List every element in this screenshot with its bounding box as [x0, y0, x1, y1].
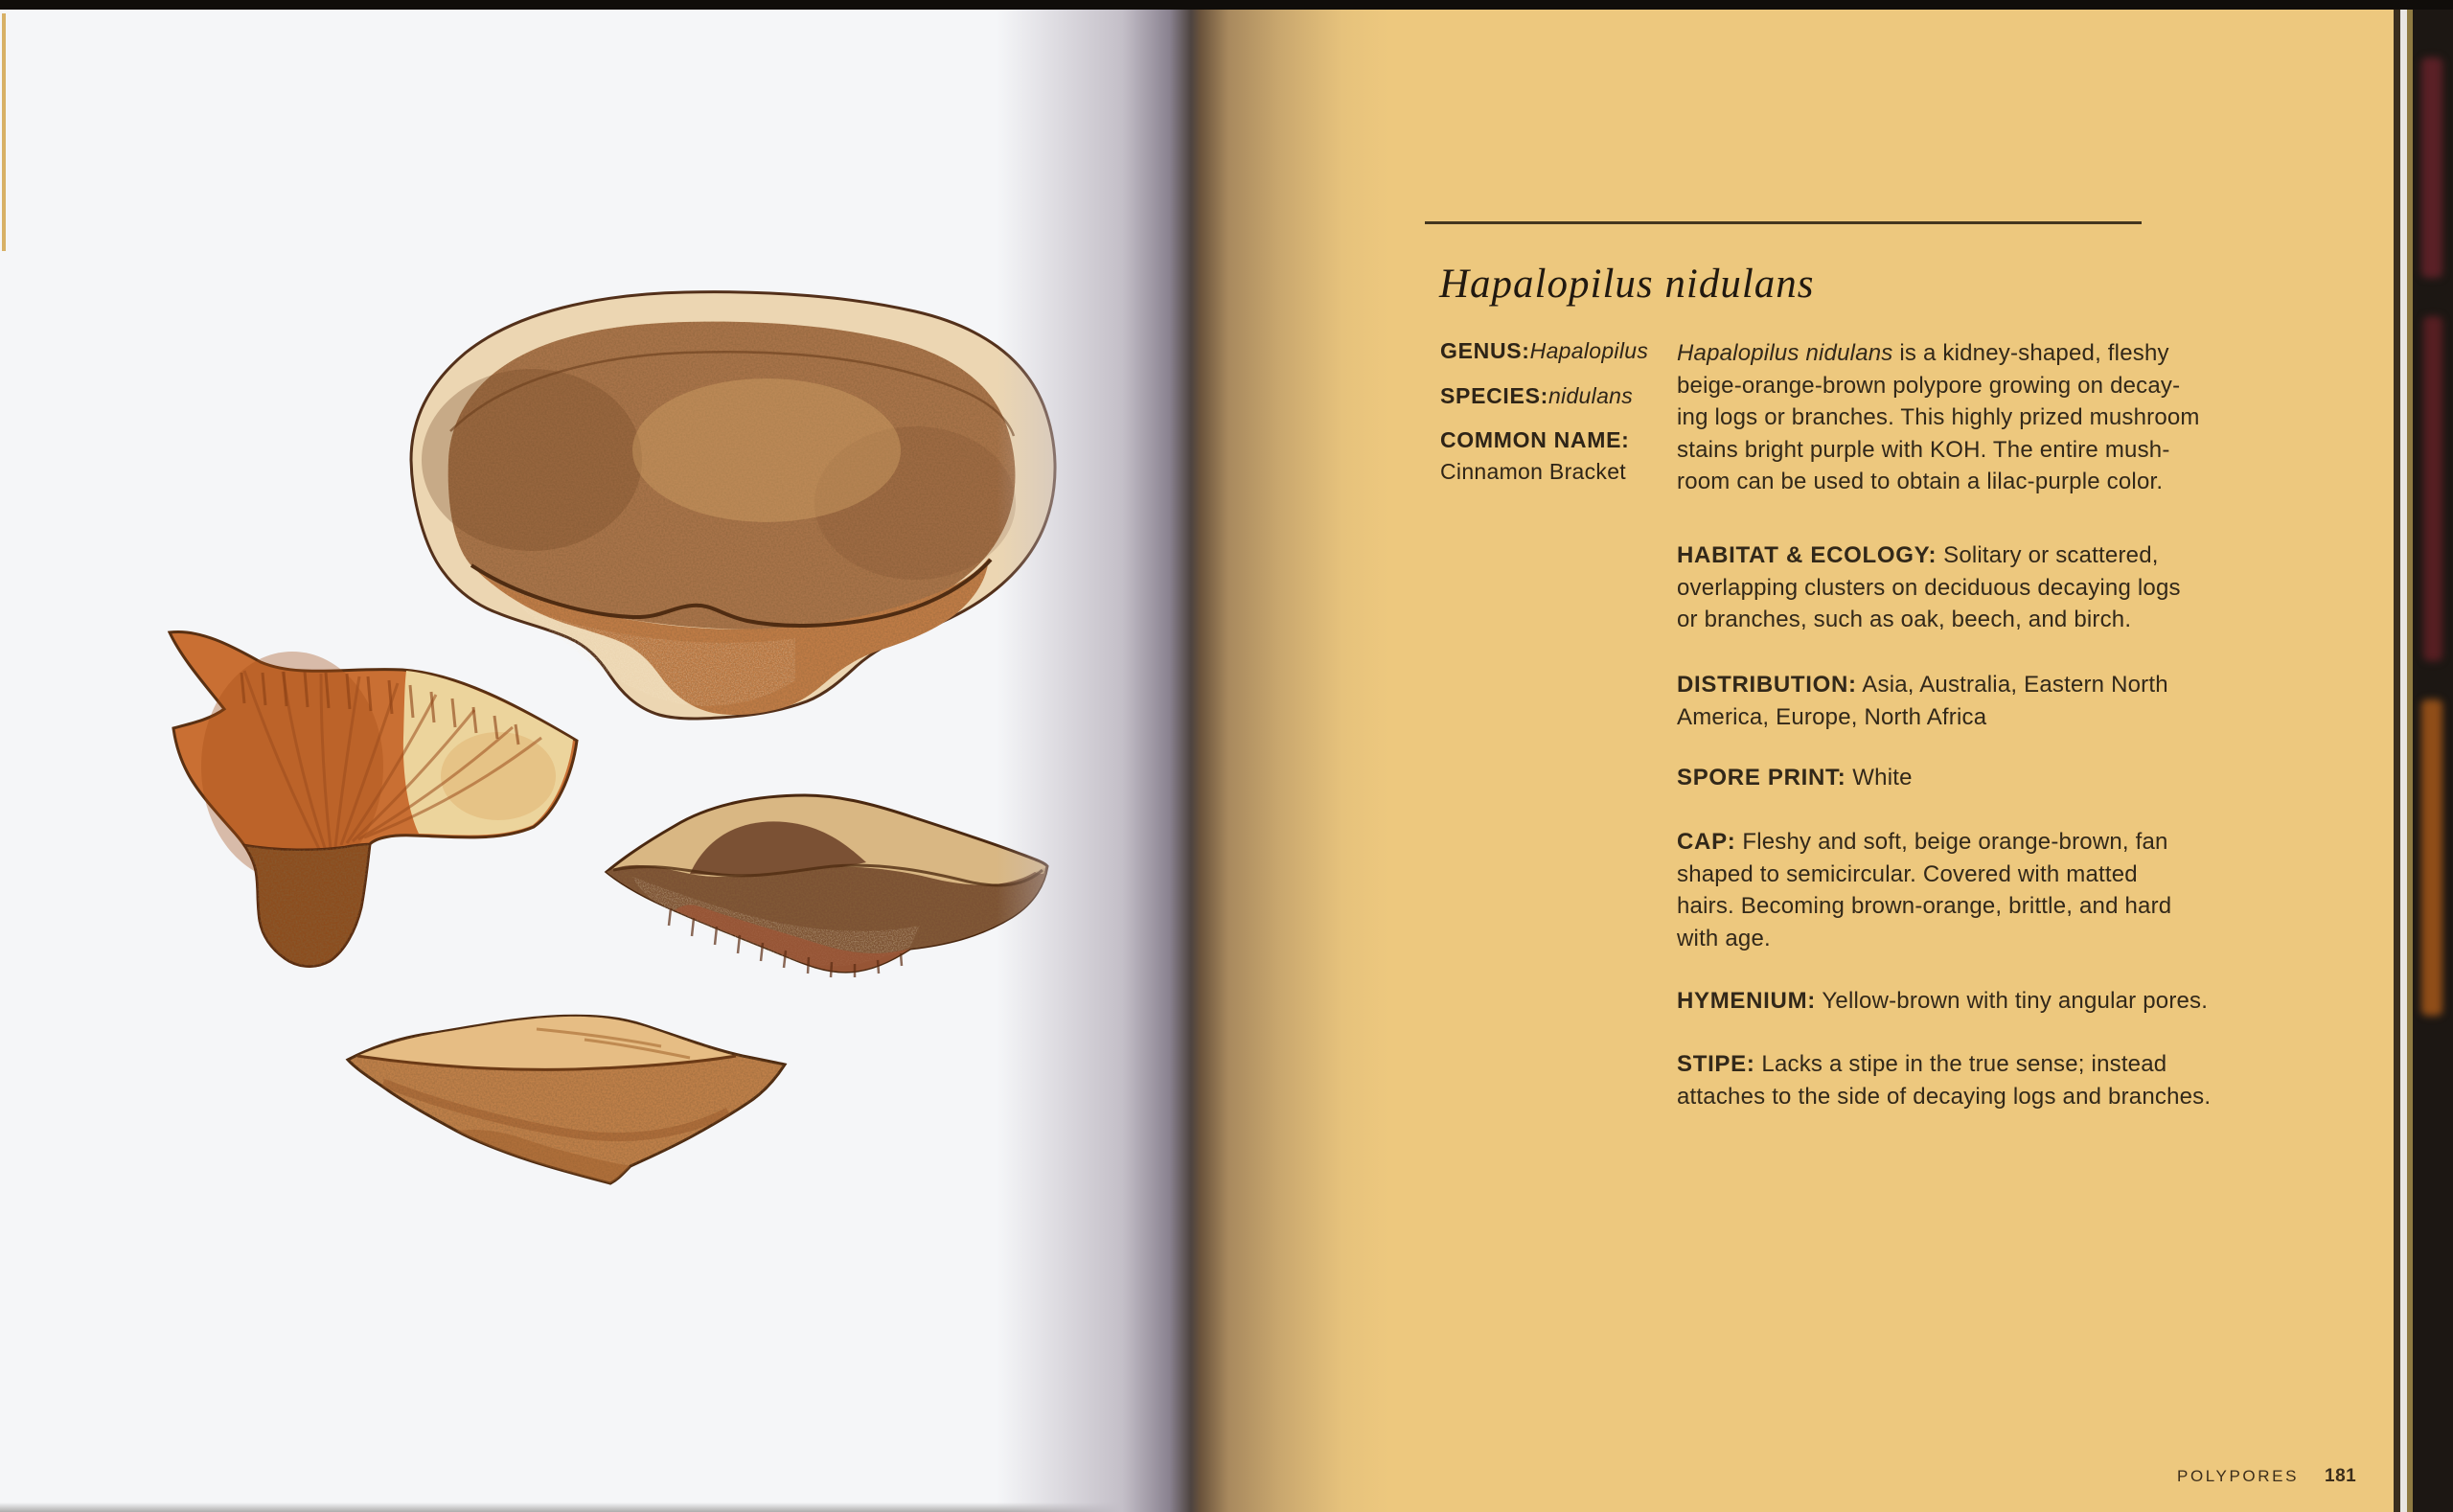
text-line-rest: White: [1845, 765, 1913, 790]
text-line-rest: Solitary or scattered,: [1937, 542, 2159, 568]
stipe-section: [1677, 1048, 2212, 1112]
text-line-rest: is a kidney-shaped, fleshy: [1892, 340, 2169, 366]
hymenium-section: [1677, 985, 2209, 1018]
spore-print-label: SPORE PRINT:: [1677, 765, 1846, 790]
text-line: attaches to the side of decaying logs and branches.: [1677, 1083, 2212, 1110]
text-line-rest: Asia, Australia, Eastern North: [1856, 672, 2168, 698]
hymenium-label: HYMENIUM:: [1677, 988, 1816, 1014]
common-name-value: Cinnamon Bracket: [1440, 459, 1626, 484]
footer-section-name: POLYPORES: [2177, 1467, 2300, 1485]
species-value: nidulans: [1547, 383, 1634, 408]
fact-common-name-value: [1440, 459, 1626, 485]
title-rule: [1425, 221, 2142, 224]
running-footer: [2177, 1466, 2356, 1487]
text-line: with age.: [1677, 925, 1771, 951]
species-title: Hapalopilus nidulans: [1439, 261, 1815, 307]
fore-edge-red-page-glimpse: [2421, 57, 2442, 278]
intro-paragraph: [1677, 337, 2200, 498]
text-line: America, Europe, North Africa: [1677, 703, 1987, 730]
book-gutter-shadow: [997, 8, 1389, 1512]
fore-edge-strip-dark: [2394, 8, 2400, 1512]
text-line-rest: Lacks a stipe in the true sense; instead: [1754, 1051, 2167, 1077]
text-line: [1677, 337, 2185, 370]
fore-edge-strip-white: [2400, 8, 2407, 1512]
text-line-rest: Yellow-brown with tiny angular pores.: [1815, 988, 2209, 1014]
spore-print-section: [1677, 762, 2185, 794]
illustration-top-cap: [411, 292, 1055, 719]
cap-label: CAP:: [1677, 829, 1736, 855]
text-line: [1677, 762, 2185, 794]
text-line: [1677, 826, 2185, 859]
text-line: beige-orange-brown polypore growing on decay-: [1677, 372, 2181, 399]
text-line: [1677, 1048, 2185, 1081]
footer-page-number: 181: [2325, 1466, 2357, 1486]
stipe-label: STIPE:: [1677, 1051, 1755, 1077]
text-line: overlapping clusters on deciduous decaying logs: [1677, 574, 2181, 601]
common-name-label: COMMON NAME:: [1440, 427, 1630, 452]
habitat-label: HABITAT & ECOLOGY:: [1677, 542, 1937, 568]
text-line: [1677, 985, 2209, 1018]
genus-label: GENUS:: [1440, 338, 1530, 363]
book-top-edge: [0, 0, 2453, 10]
illustration-right-bracket: [607, 795, 1047, 977]
species-name-italic: Hapalopilus nidulans: [1677, 340, 1893, 366]
text-line: room can be used to obtain a lilac-purple color.: [1677, 469, 2164, 494]
text-line: shaped to semicircular. Covered with matted: [1677, 860, 2138, 887]
text-line: hairs. Becoming brown-orange, brittle, and hard: [1677, 893, 2172, 919]
cap-section: [1677, 826, 2185, 954]
text-line: ing logs or branches. This highly prized mushroom: [1677, 404, 2200, 430]
fore-edge-red-page-glimpse: [2423, 316, 2442, 661]
distribution-label: DISTRIBUTION:: [1677, 672, 1857, 698]
fact-species: [1440, 383, 1633, 409]
text-line-rest: Fleshy and soft, beige orange-brown, fan: [1735, 829, 2168, 855]
distribution-section: [1677, 669, 2185, 733]
text-line: [1677, 539, 2185, 572]
text-line: stains bright purple with KOH. The entire mush-: [1677, 436, 2170, 463]
fact-common-name-label: [1440, 427, 1630, 453]
text-line: [1677, 669, 2185, 701]
text-line: or branches, such as oak, beech, and birch.: [1677, 607, 2132, 632]
habitat-section: [1677, 539, 2185, 636]
illustration-bottom-bracket: [348, 1016, 785, 1183]
fore-edge-orange-page-glimpse: [2421, 699, 2442, 1016]
book-cover-edge: [2, 13, 6, 251]
genus-value: Hapalopilus: [1529, 338, 1649, 363]
species-label: SPECIES:: [1440, 383, 1548, 408]
illustration-left-fan: [170, 631, 577, 966]
fact-genus: [1440, 338, 1648, 364]
